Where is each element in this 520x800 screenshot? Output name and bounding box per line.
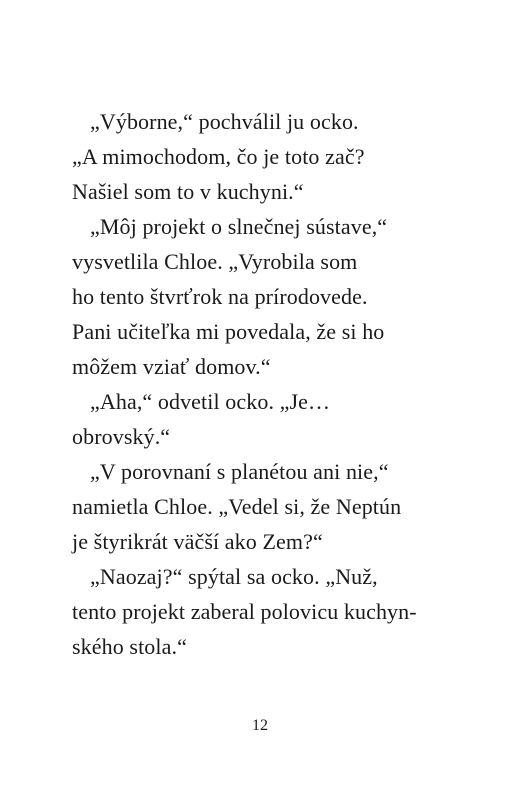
text-line: Našiel som to v kuchyni.“ [72, 179, 304, 204]
text-line: môžem vziať domov.“ [72, 354, 271, 379]
text-line: ho tento štvrťrok na prírodovede. [72, 284, 368, 309]
text-line: „A mimochodom, čo je toto zač? [72, 144, 365, 169]
text-line: tento projekt zaberal polovicu kuchyn- [72, 599, 417, 624]
text-line: „Výborne,“ pochválil ju ocko. [90, 109, 359, 134]
text-line: vysvetlila Chloe. „Vyrobila som [72, 249, 358, 274]
text-line: „Naozaj?“ spýtal sa ocko. „Nuž, [90, 564, 378, 589]
text-line: „V porovnaní s planétou ani nie,“ [90, 459, 389, 484]
text-line: Pani učiteľka mi povedala, že si ho [72, 319, 385, 344]
text-line: „Môj projekt o slnečnej sústave,“ [90, 214, 388, 239]
page-number: 12 [252, 717, 268, 734]
text-line: „Aha,“ odvetil ocko. „Je… [90, 389, 331, 414]
text-line: namietla Chloe. „Vedel si, že Neptún [72, 494, 402, 519]
text-line: ského stola.“ [72, 634, 187, 659]
text-line: je štyrikrát väčší ako Zem?“ [72, 529, 323, 554]
text-line: obrovský.“ [72, 424, 171, 449]
